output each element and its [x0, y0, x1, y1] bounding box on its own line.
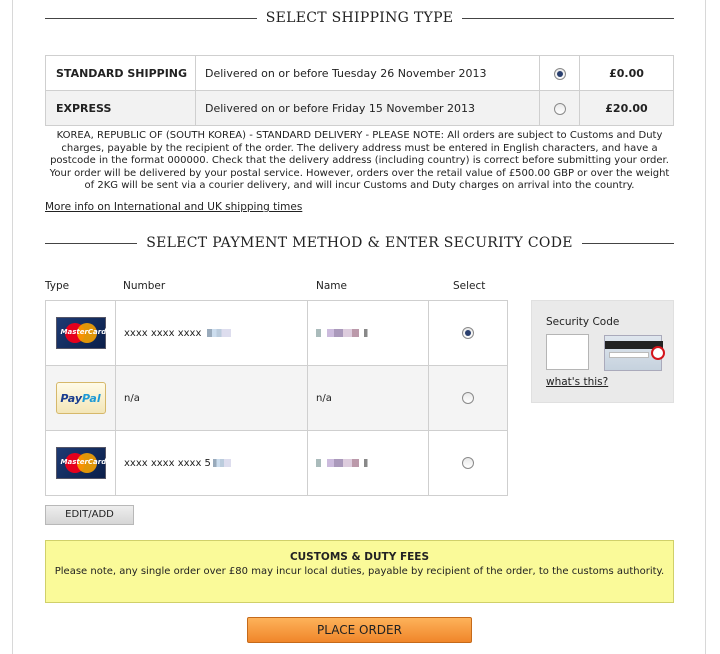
payment-method-radio[interactable]	[462, 327, 474, 339]
column-header-type: Type	[45, 280, 70, 292]
payment-method-row[interactable]	[46, 301, 508, 366]
security-code-input[interactable]	[546, 334, 589, 370]
card-number-cell	[116, 301, 308, 366]
shipping-option-price: £0.00	[580, 56, 674, 91]
mastercard-logo-icon	[56, 317, 106, 349]
mastercard-logo-text: MasterCard	[60, 328, 107, 336]
shipping-option-express[interactable]	[46, 91, 674, 126]
edit-add-button[interactable]: EDIT/ADD	[45, 505, 134, 525]
mastercard-logo-icon	[56, 447, 106, 479]
card-type-cell	[46, 301, 116, 366]
heading-rule	[462, 18, 674, 19]
heading-rule	[45, 243, 137, 244]
column-header-select: Select	[453, 280, 486, 292]
shipping-option-delivery: Delivered on or before Friday 15 November 2013	[196, 91, 540, 126]
card-number: xxxx xxxx xxxx 5	[124, 457, 211, 469]
shipping-info-link[interactable]: More info on International and UK shipping times	[45, 201, 303, 213]
customs-duty-text: Please note, any single order over £80 may incur local duties, payable by recipient of the order, to the customs authority.	[54, 566, 665, 577]
payment-methods-table	[45, 300, 508, 496]
paypal-logo-pay: Pay	[60, 391, 83, 405]
payment-heading-text: SELECT PAYMENT METHOD & ENTER SECURITY CODE	[146, 235, 573, 251]
column-header-number: Number	[123, 280, 166, 292]
redacted-digits	[207, 329, 231, 337]
payment-method-row[interactable]	[46, 366, 508, 431]
paypal-logo-icon	[56, 382, 106, 414]
column-header-name: Name	[316, 280, 347, 292]
heading-rule	[45, 18, 257, 19]
card-number-cell	[116, 431, 308, 496]
shipping-options-table	[45, 55, 674, 126]
shipping-heading	[45, 10, 674, 26]
shipping-option-delivery: Delivered on or before Tuesday 26 November 2013	[196, 56, 540, 91]
card-type-cell	[46, 431, 116, 496]
shipping-option-name: STANDARD SHIPPING	[46, 56, 196, 91]
security-code-label: Security Code	[546, 316, 620, 328]
shipping-radio-cell	[540, 56, 580, 91]
card-name-cell	[308, 301, 429, 366]
payment-method-radio[interactable]	[462, 457, 474, 469]
shipping-option-name: EXPRESS	[46, 91, 196, 126]
card-type-cell	[46, 366, 116, 431]
paypal-logo-pal: Pal	[82, 391, 101, 405]
payment-heading	[45, 235, 674, 251]
card-number: n/a	[116, 366, 308, 431]
shipping-option-standard[interactable]	[46, 56, 674, 91]
redacted-name	[316, 329, 376, 337]
customs-duty-notice	[45, 540, 674, 603]
shipping-option-price: £20.00	[580, 91, 674, 126]
whats-this-link[interactable]: what's this?	[546, 376, 609, 388]
express-shipping-radio[interactable]	[554, 103, 566, 115]
standard-shipping-radio[interactable]	[554, 68, 566, 80]
redacted-digits	[213, 459, 231, 467]
shipping-radio-cell	[540, 91, 580, 126]
payment-method-radio[interactable]	[462, 392, 474, 404]
shipping-note: KOREA, REPUBLIC OF (SOUTH KOREA) - STANDARD DELIVERY - PLEASE NOTE: All orders are subject to Customs and Duty charges, payable by the recipient of the order. The delivery address must be entered in English characters, and have a postcode in the format 000000. Check that the delivery address (including country) is correct before submitting your order. Your order will be delivered by your postal service. However, orders over the retail value of £500.00 GBP or over the weight of 2KG will be sent via a courier delivery, and will incur Customs and Duty charges on arrival into the country.	[49, 130, 670, 191]
card-name-cell	[308, 431, 429, 496]
select-cell	[429, 301, 508, 366]
customs-duty-title: CUSTOMS & DUTY FEES	[289, 551, 430, 563]
card-name: n/a	[308, 366, 429, 431]
payment-method-row[interactable]	[46, 431, 508, 496]
heading-rule	[582, 243, 674, 244]
shipping-heading-text: SELECT SHIPPING TYPE	[265, 10, 454, 26]
security-code-panel	[531, 300, 674, 403]
mastercard-logo-text: MasterCard	[60, 458, 107, 466]
place-order-button[interactable]: PLACE ORDER	[247, 617, 472, 643]
redacted-name	[316, 459, 376, 467]
select-cell	[429, 366, 508, 431]
card-number: xxxx xxxx xxxx	[124, 327, 202, 339]
select-cell	[429, 431, 508, 496]
card-back-icon	[604, 335, 662, 371]
